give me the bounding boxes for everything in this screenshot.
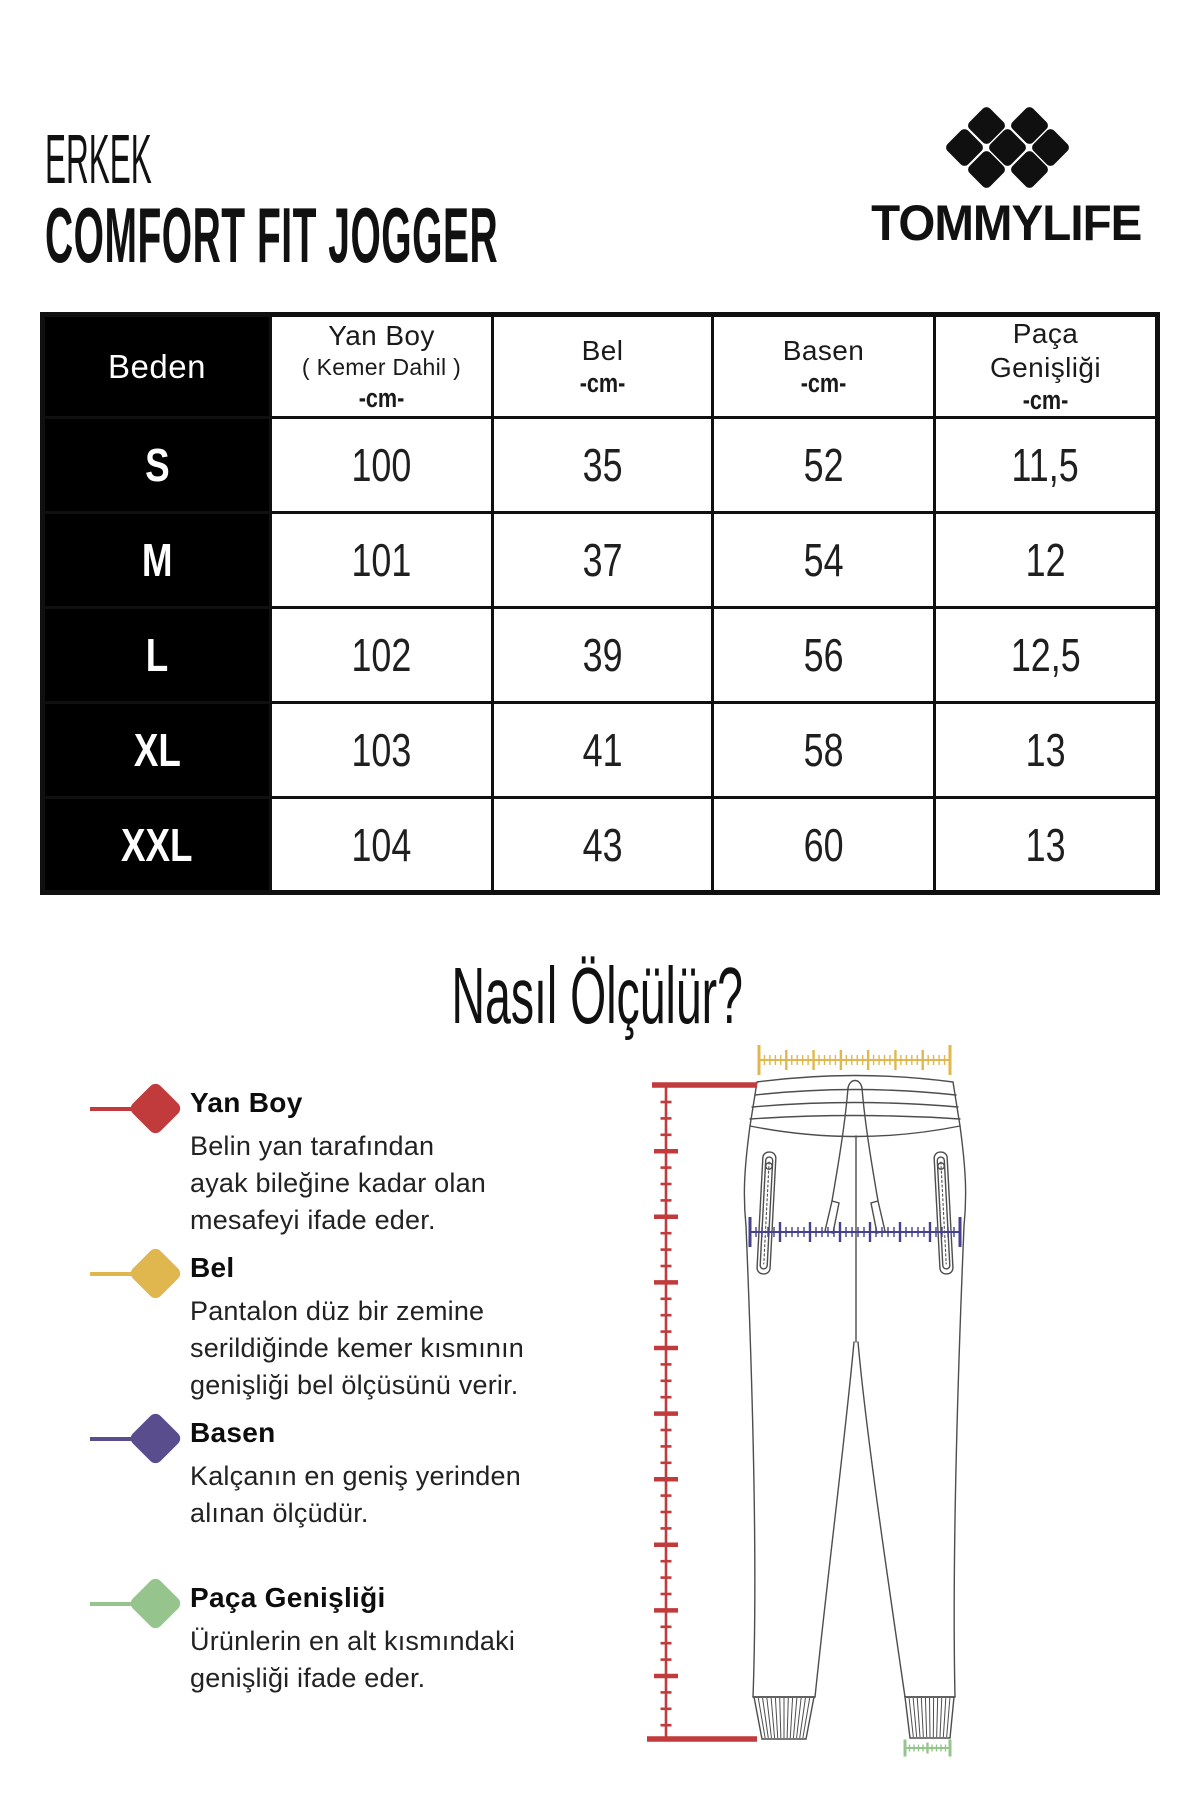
yan-boy-value: 102	[271, 608, 493, 703]
category-title: ERKEK	[45, 120, 152, 198]
bel-ruler	[759, 1045, 950, 1075]
measurement-diagram	[600, 1000, 1160, 1790]
table-row-m	[43, 513, 1158, 608]
left-zip-pocket	[757, 1152, 776, 1275]
legend-label: Bel	[190, 1252, 235, 1283]
table-row-xxl	[43, 798, 1158, 893]
yan-boy-diamond-icon	[128, 1081, 183, 1136]
paca-value: 12,5	[935, 608, 1158, 703]
brand-logo-icon	[942, 104, 1072, 190]
paca-diamond-icon	[128, 1576, 183, 1631]
col-header-yan-boy: Yan Boy ( Kemer Dahil ) -cm-	[271, 315, 493, 418]
basen-ruler	[750, 1217, 960, 1247]
paca-value: 11,5	[935, 418, 1158, 513]
legend-item-yan-boy	[90, 1086, 560, 1246]
jogger-outline-drawing	[744, 1076, 965, 1740]
paca-ruler	[905, 1740, 950, 1757]
col-header-paca: Paça Genişliği -cm-	[935, 315, 1158, 418]
product-title: COMFORT FIT JOGGER	[45, 191, 499, 279]
legend-label: Paça Genişliği	[190, 1582, 386, 1613]
cuff-ribs	[758, 1698, 950, 1738]
size-label: S	[43, 418, 271, 513]
how-to-measure-title: Nasıl Ölçülür?	[451, 951, 743, 1040]
basen-value: 54	[713, 513, 935, 608]
table-row-l	[43, 608, 1158, 703]
bel-diamond-icon	[128, 1246, 183, 1301]
size-table	[40, 312, 1160, 895]
table-row-xl	[43, 703, 1158, 798]
yan-boy-value: 100	[271, 418, 493, 513]
basen-value: 52	[713, 418, 935, 513]
yan-boy-value: 103	[271, 703, 493, 798]
legend-item-basen	[90, 1416, 560, 1576]
legend-item-paca	[90, 1581, 560, 1741]
basen-value: 56	[713, 608, 935, 703]
yan-boy-value: 104	[271, 798, 493, 893]
size-label: L	[43, 608, 271, 703]
paca-value: 13	[935, 798, 1158, 893]
size-label: XL	[43, 703, 271, 798]
yan-boy-ruler	[647, 1085, 757, 1739]
legend-label: Yan Boy	[190, 1087, 303, 1118]
paca-value: 12	[935, 513, 1158, 608]
bel-value: 37	[493, 513, 713, 608]
yan-boy-value: 101	[271, 513, 493, 608]
legend-description: Ürünlerin en alt kısmındaki genişliği ifade eder.	[190, 1625, 516, 1693]
col-header-beden: Beden	[43, 315, 271, 418]
legend-item-bel	[90, 1251, 560, 1411]
legend-description: Belin yan tarafından ayak bileğine kadar olan mesafeyi ifade eder.	[190, 1130, 486, 1235]
basen-value: 60	[713, 798, 935, 893]
col-header-bel: Bel -cm-	[493, 315, 713, 418]
legend-description: Kalçanın en geniş yerinden alınan ölçüdür.	[190, 1460, 521, 1528]
basen-diamond-icon	[128, 1411, 183, 1466]
legend-label: Basen	[190, 1417, 276, 1448]
bel-value: 35	[493, 418, 713, 513]
paca-value: 13	[935, 703, 1158, 798]
right-zip-pocket	[934, 1152, 953, 1275]
table-row-s	[43, 418, 1158, 513]
size-label: XXL	[43, 798, 271, 893]
legend-description: Pantalon düz bir zemine serildiğinde kemer kısmının genişliği bel ölçüsünü verir.	[190, 1295, 525, 1400]
bel-value: 41	[493, 703, 713, 798]
size-label: M	[43, 513, 271, 608]
bel-value: 43	[493, 798, 713, 893]
brand-name: TOMMYLIFE	[871, 195, 1142, 251]
table-header-row	[43, 315, 1158, 418]
bel-value: 39	[493, 608, 713, 703]
basen-value: 58	[713, 703, 935, 798]
col-header-basen: Basen -cm-	[713, 315, 935, 418]
